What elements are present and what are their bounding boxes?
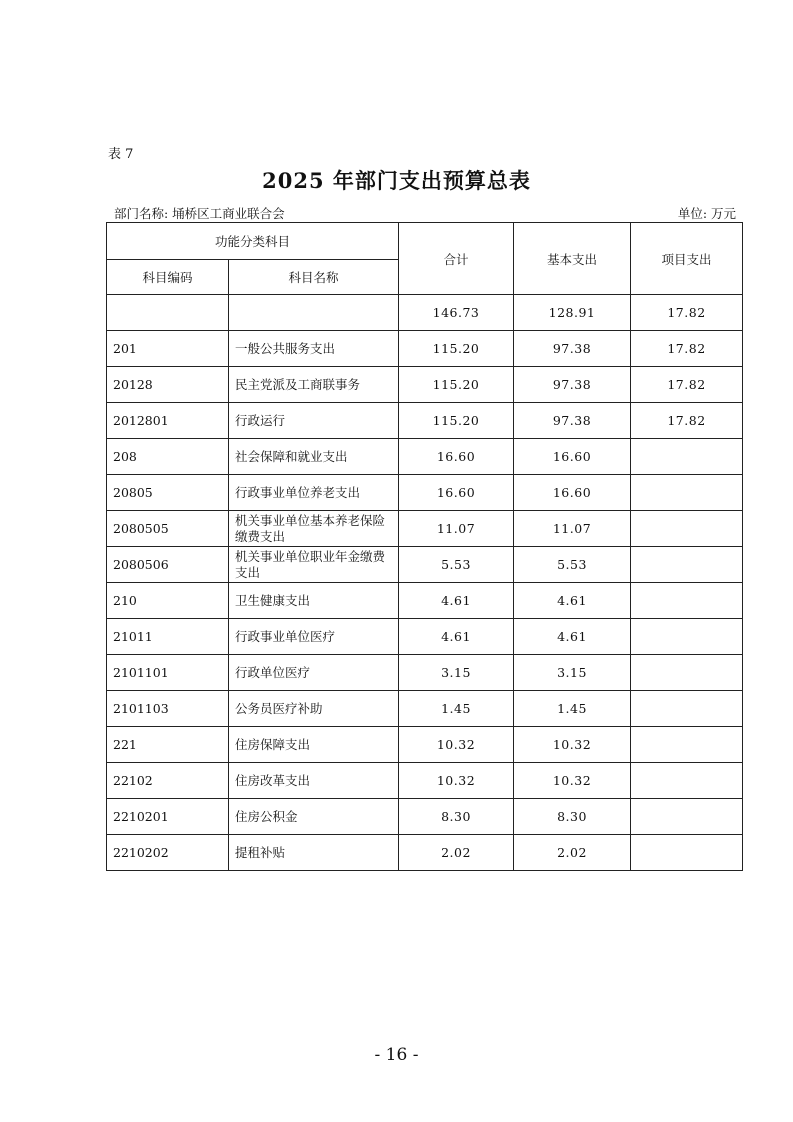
cell-project: 17.82 xyxy=(631,295,743,331)
table-row xyxy=(107,763,743,799)
cell-code xyxy=(107,295,229,331)
cell-code: 21011 xyxy=(107,619,229,655)
cell-name: 住房公积金 xyxy=(229,799,399,835)
cell-code: 208 xyxy=(107,439,229,475)
cell-basic: 11.07 xyxy=(514,511,631,547)
cell-total: 115.20 xyxy=(399,403,514,439)
cell-name: 住房改革支出 xyxy=(229,763,399,799)
cell-name: 公务员医疗补助 xyxy=(229,691,399,727)
cell-code: 2101103 xyxy=(107,691,229,727)
table-row xyxy=(107,655,743,691)
cell-total: 10.32 xyxy=(399,763,514,799)
table-row xyxy=(107,295,743,331)
cell-basic: 4.61 xyxy=(514,583,631,619)
table-row xyxy=(107,583,743,619)
cell-project xyxy=(631,439,743,475)
table-row xyxy=(107,403,743,439)
page-number: - 16 - xyxy=(374,1045,419,1065)
cell-code: 201 xyxy=(107,331,229,367)
cell-project xyxy=(631,727,743,763)
department-name: 部门名称: 埇桥区工商业联合会 xyxy=(114,206,285,221)
page-title: 2025 年部门支出预算总表 xyxy=(262,168,531,193)
cell-total: 11.07 xyxy=(399,511,514,547)
cell-project xyxy=(631,799,743,835)
cell-basic: 4.61 xyxy=(514,619,631,655)
table-row xyxy=(107,799,743,835)
table-label: 表 7 xyxy=(108,147,134,162)
cell-total: 115.20 xyxy=(399,331,514,367)
table-row xyxy=(107,547,743,583)
cell-project xyxy=(631,583,743,619)
cell-code: 22102 xyxy=(107,763,229,799)
cell-project: 17.82 xyxy=(631,367,743,403)
cell-project xyxy=(631,547,743,583)
cell-basic: 97.38 xyxy=(514,367,631,403)
cell-project: 17.82 xyxy=(631,403,743,439)
cell-name: 行政事业单位医疗 xyxy=(229,619,399,655)
cell-code: 2080506 xyxy=(107,547,229,583)
cell-total: 3.15 xyxy=(399,655,514,691)
cell-code: 20128 xyxy=(107,367,229,403)
cell-project xyxy=(631,763,743,799)
cell-code: 2210201 xyxy=(107,799,229,835)
cell-basic: 97.38 xyxy=(514,403,631,439)
cell-code: 210 xyxy=(107,583,229,619)
cell-total: 115.20 xyxy=(399,367,514,403)
cell-name: 机关事业单位职业年金缴费支出 xyxy=(229,547,399,583)
cell-basic: 16.60 xyxy=(514,475,631,511)
header-basic: 基本支出 xyxy=(514,223,631,295)
cell-basic: 2.02 xyxy=(514,835,631,871)
table-row xyxy=(107,691,743,727)
cell-basic: 3.15 xyxy=(514,655,631,691)
header-function-category: 功能分类科目 xyxy=(107,223,399,260)
cell-project xyxy=(631,511,743,547)
cell-total: 1.45 xyxy=(399,691,514,727)
cell-name xyxy=(229,295,399,331)
table-row xyxy=(107,511,743,547)
table-row xyxy=(107,619,743,655)
cell-project xyxy=(631,655,743,691)
header-total: 合计 xyxy=(399,223,514,295)
cell-name: 住房保障支出 xyxy=(229,727,399,763)
cell-total: 16.60 xyxy=(399,475,514,511)
table-row xyxy=(107,475,743,511)
table-row xyxy=(107,835,743,871)
cell-total: 10.32 xyxy=(399,727,514,763)
header-project: 项目支出 xyxy=(631,223,743,295)
cell-name: 社会保障和就业支出 xyxy=(229,439,399,475)
table-row xyxy=(107,439,743,475)
cell-basic: 8.30 xyxy=(514,799,631,835)
cell-name: 一般公共服务支出 xyxy=(229,331,399,367)
cell-basic: 128.91 xyxy=(514,295,631,331)
cell-name: 机关事业单位基本养老保险缴费支出 xyxy=(229,511,399,547)
cell-name: 提租补贴 xyxy=(229,835,399,871)
cell-total: 8.30 xyxy=(399,799,514,835)
cell-code: 2210202 xyxy=(107,835,229,871)
cell-name: 民主党派及工商联事务 xyxy=(229,367,399,403)
cell-basic: 16.60 xyxy=(514,439,631,475)
table-row xyxy=(107,331,743,367)
header-code: 科目编码 xyxy=(107,260,229,295)
header-name: 科目名称 xyxy=(229,260,399,295)
cell-code: 2101101 xyxy=(107,655,229,691)
table-row xyxy=(107,367,743,403)
cell-project xyxy=(631,619,743,655)
cell-total: 146.73 xyxy=(399,295,514,331)
cell-total: 4.61 xyxy=(399,583,514,619)
cell-basic: 5.53 xyxy=(514,547,631,583)
cell-total: 5.53 xyxy=(399,547,514,583)
cell-total: 2.02 xyxy=(399,835,514,871)
cell-project xyxy=(631,475,743,511)
cell-code: 2012801 xyxy=(107,403,229,439)
cell-basic: 97.38 xyxy=(514,331,631,367)
cell-name: 行政单位医疗 xyxy=(229,655,399,691)
cell-project xyxy=(631,835,743,871)
table-row xyxy=(107,727,743,763)
cell-project xyxy=(631,691,743,727)
cell-project: 17.82 xyxy=(631,331,743,367)
unit-label: 单位: 万元 xyxy=(677,206,736,221)
cell-basic: 10.32 xyxy=(514,727,631,763)
cell-basic: 1.45 xyxy=(514,691,631,727)
cell-total: 16.60 xyxy=(399,439,514,475)
cell-name: 卫生健康支出 xyxy=(229,583,399,619)
cell-code: 221 xyxy=(107,727,229,763)
cell-name: 行政事业单位养老支出 xyxy=(229,475,399,511)
budget-table xyxy=(106,222,743,871)
cell-name: 行政运行 xyxy=(229,403,399,439)
cell-code: 20805 xyxy=(107,475,229,511)
cell-code: 2080505 xyxy=(107,511,229,547)
cell-total: 4.61 xyxy=(399,619,514,655)
cell-basic: 10.32 xyxy=(514,763,631,799)
